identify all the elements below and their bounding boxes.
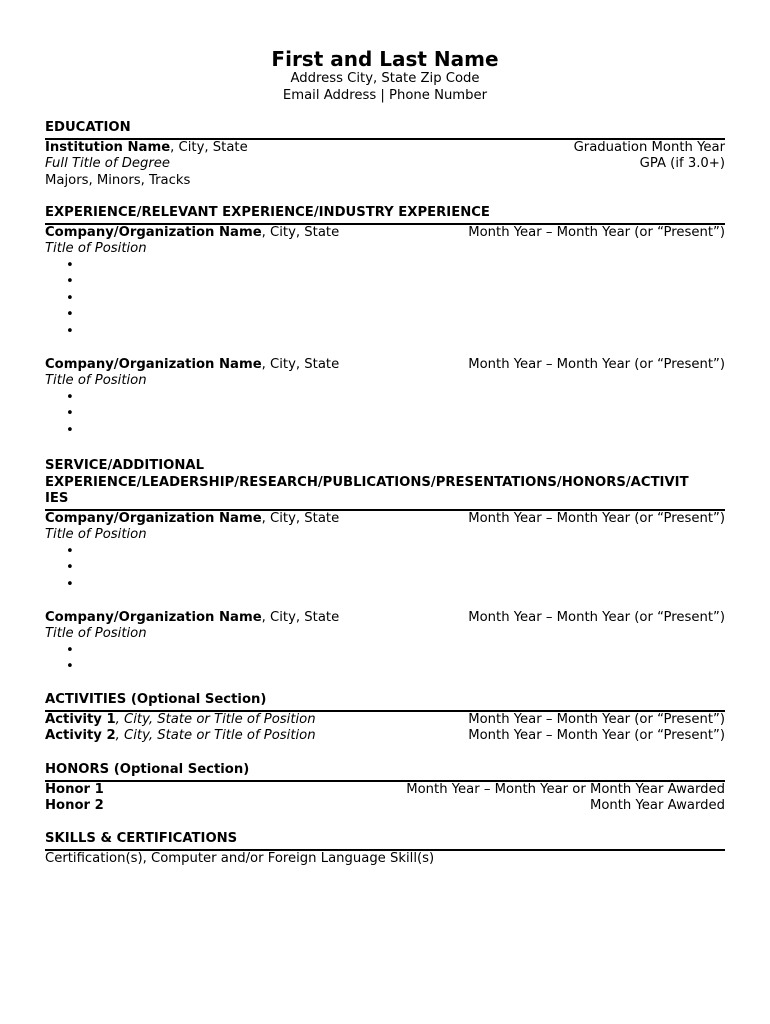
honor-name: Honor 1 bbox=[45, 781, 104, 797]
bullet-item bbox=[70, 274, 725, 291]
bullet-item bbox=[70, 643, 725, 660]
skills-text: Certification(s), Computer and/or Foreign Language Skill(s) bbox=[45, 850, 435, 866]
position-title: Title of Position bbox=[45, 241, 147, 256]
skills-title: SKILLS & CERTIFICATIONS bbox=[45, 831, 725, 851]
activity-dates: Month Year – Month Year (or “Present”) bbox=[468, 728, 725, 743]
activities-title: ACTIVITIES (Optional Section) bbox=[45, 692, 725, 712]
bullet-list bbox=[45, 643, 725, 676]
entry-dates: Month Year – Month Year (or “Present”) bbox=[468, 356, 725, 372]
activities-section bbox=[45, 692, 725, 745]
institution-location: , City, State bbox=[170, 139, 248, 155]
experience-entry bbox=[45, 225, 725, 341]
bullet-item bbox=[70, 577, 725, 594]
activity-name: Activity 2 bbox=[45, 728, 116, 743]
position-title: Title of Position bbox=[45, 527, 147, 542]
service-title-line: IES bbox=[45, 491, 69, 506]
org-name: Company/Organization Name bbox=[45, 224, 262, 240]
gpa: GPA (if 3.0+) bbox=[639, 156, 725, 171]
bullet-item bbox=[70, 560, 725, 577]
degree-row bbox=[45, 156, 725, 173]
entry-dates: Month Year – Month Year (or “Present”) bbox=[468, 224, 725, 240]
entry-dates: Month Year – Month Year (or “Present”) bbox=[468, 510, 725, 526]
honors-section bbox=[45, 762, 725, 815]
honor-row bbox=[45, 798, 725, 815]
position-title: Title of Position bbox=[45, 373, 147, 388]
bullet-list bbox=[45, 258, 725, 341]
org-location: , City, State bbox=[261, 224, 340, 240]
bullet-item bbox=[70, 390, 725, 407]
honor-name: Honor 2 bbox=[45, 798, 104, 813]
bullet-list bbox=[45, 544, 725, 594]
honors-title: HONORS (Optional Section) bbox=[45, 762, 725, 782]
honor-dates: Month Year – Month Year or Month Year Awarded bbox=[406, 781, 725, 797]
education-title: EDUCATION bbox=[45, 120, 725, 140]
institution-name: Institution Name bbox=[45, 139, 171, 155]
bullet-item bbox=[70, 544, 725, 561]
entry-dates: Month Year – Month Year (or “Present”) bbox=[468, 609, 725, 625]
service-title bbox=[45, 458, 725, 511]
education-row bbox=[45, 140, 725, 157]
honor-dates: Month Year Awarded bbox=[589, 798, 725, 813]
bullet-item bbox=[70, 258, 725, 275]
position-title: Title of Position bbox=[45, 626, 147, 641]
activity-detail: , City, State or Title of Position bbox=[115, 711, 316, 727]
contact-line: Email Address | Phone Number bbox=[282, 88, 488, 103]
service-entry bbox=[45, 511, 725, 594]
experience-section bbox=[45, 205, 725, 439]
bullet-list bbox=[45, 390, 725, 440]
bullet-item bbox=[70, 307, 725, 324]
candidate-name: First and Last Name bbox=[271, 47, 499, 71]
service-title-line: EXPERIENCE/LEADERSHIP/RESEARCH/PUBLICATIONS/PRESENTATIONS/HONORS/ACTIVIT bbox=[45, 474, 689, 490]
bullet-item bbox=[70, 291, 725, 308]
bullet-item bbox=[70, 406, 725, 423]
skills-section bbox=[45, 831, 725, 867]
service-title-line: SERVICE/ADDITIONAL bbox=[45, 458, 205, 473]
experience-entry bbox=[45, 357, 725, 440]
bullet-item bbox=[70, 423, 725, 440]
org-name: Company/Organization Name bbox=[45, 609, 262, 625]
org-name: Company/Organization Name bbox=[45, 510, 262, 526]
bullet-item bbox=[70, 324, 725, 341]
education-section bbox=[45, 120, 725, 189]
degree-title: Full Title of Degree bbox=[45, 156, 170, 171]
service-section bbox=[45, 458, 725, 676]
honor-row bbox=[45, 782, 725, 799]
activity-name: Activity 1 bbox=[45, 711, 116, 727]
address-line: Address City, State Zip Code bbox=[290, 71, 480, 86]
graduation-date: Graduation Month Year bbox=[573, 139, 725, 155]
activity-row bbox=[45, 712, 725, 729]
activity-dates: Month Year – Month Year (or “Present”) bbox=[468, 711, 725, 727]
activity-row bbox=[45, 728, 725, 745]
org-location: , City, State bbox=[261, 609, 340, 625]
majors: Majors, Minors, Tracks bbox=[45, 172, 191, 188]
activity-detail: , City, State or Title of Position bbox=[115, 728, 316, 743]
service-entry bbox=[45, 610, 725, 676]
org-location: , City, State bbox=[261, 356, 340, 372]
bullet-item bbox=[70, 659, 725, 676]
org-location: , City, State bbox=[261, 510, 340, 526]
experience-title: EXPERIENCE/RELEVANT EXPERIENCE/INDUSTRY EXPERIENCE bbox=[45, 205, 725, 225]
org-name: Company/Organization Name bbox=[45, 356, 262, 372]
